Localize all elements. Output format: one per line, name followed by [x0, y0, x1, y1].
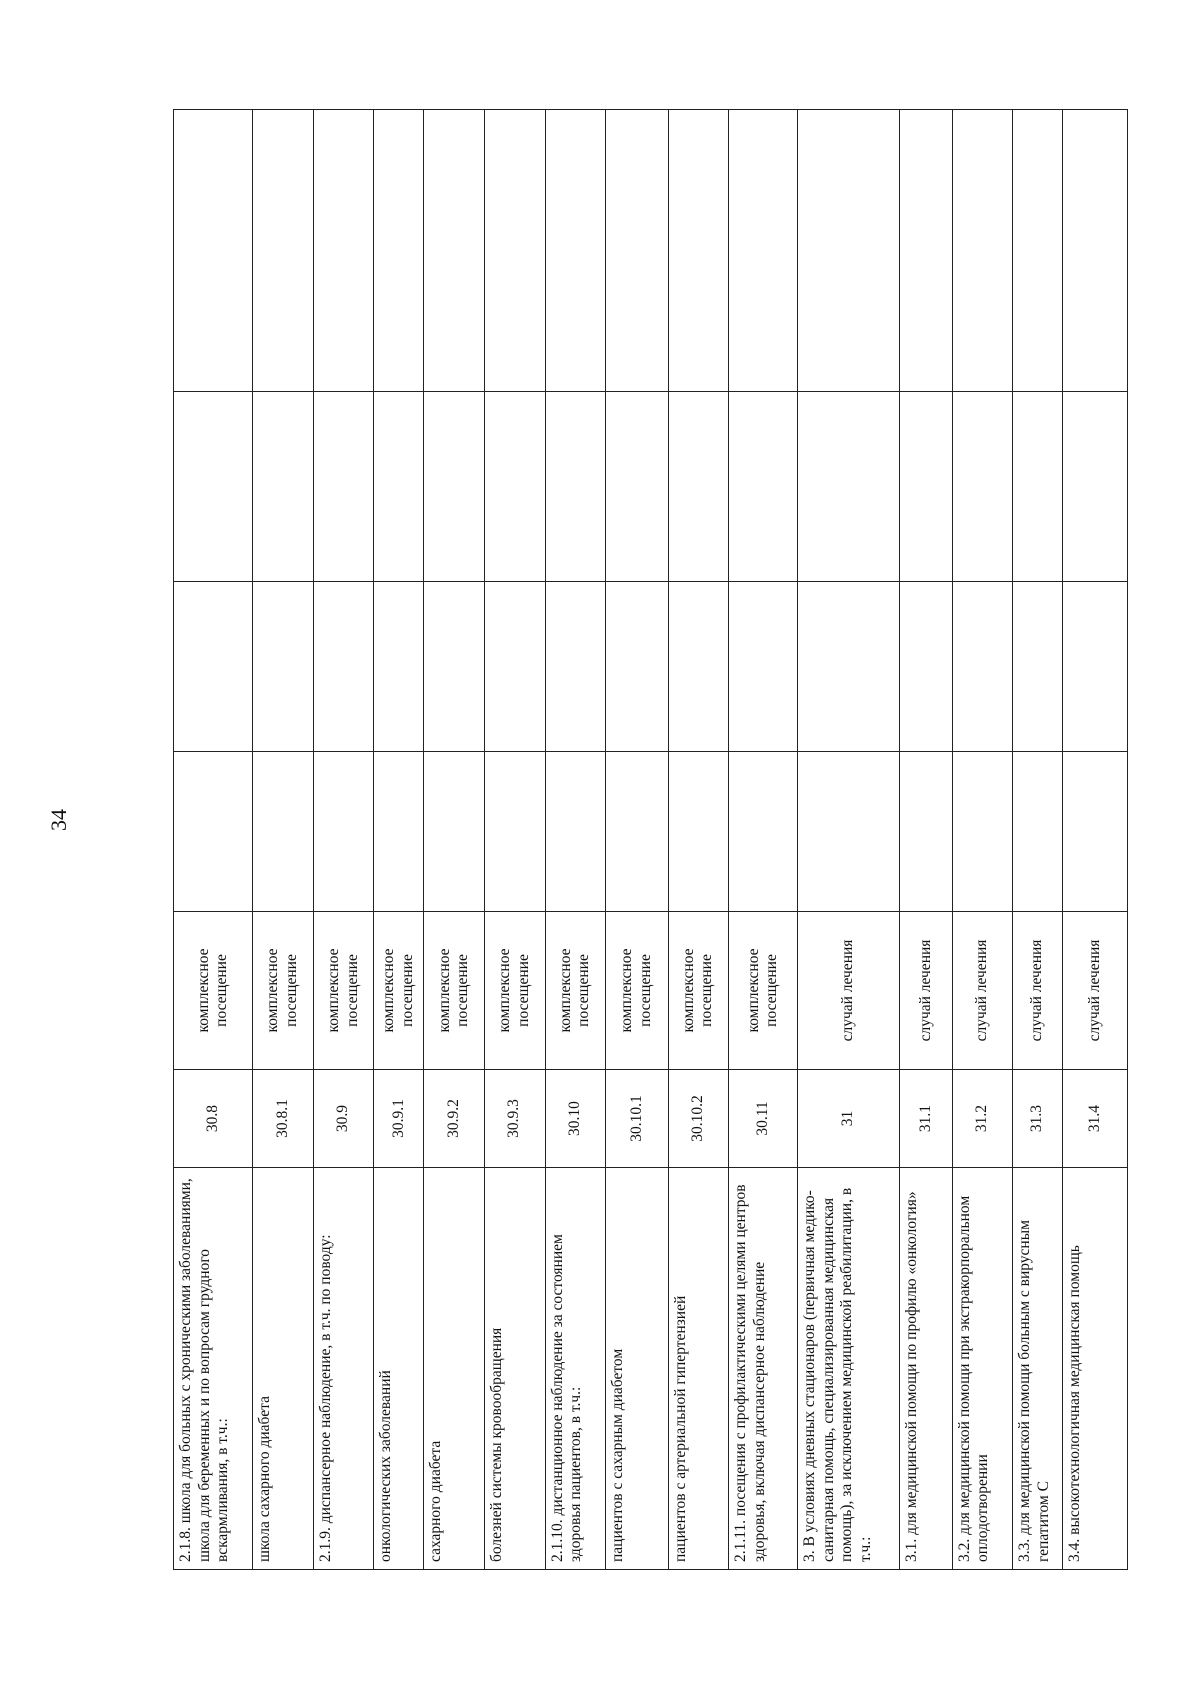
empty-value-cell	[606, 752, 669, 912]
row-name-cell: 2.1.10. дистанционное наблюдение за состоянием здоровья пациентов, в т.ч.:	[545, 1168, 606, 1570]
empty-value-cell	[1013, 752, 1063, 912]
empty-value-cell	[900, 752, 952, 912]
empty-value-cell	[174, 110, 253, 392]
empty-value-cell	[424, 752, 485, 912]
empty-value-cell	[545, 110, 606, 392]
row-code-cell: 31.4	[1063, 1070, 1128, 1168]
empty-value-cell	[900, 392, 952, 582]
row-unit-cell: случай лечения	[900, 912, 952, 1070]
row-code-cell: 30.9	[313, 1070, 374, 1168]
row-code-cell: 31	[798, 1070, 900, 1168]
row-unit-cell: комплексное посещение	[424, 912, 485, 1070]
row-unit-cell: комплексное посещение	[374, 912, 424, 1070]
empty-value-cell	[313, 110, 374, 392]
row-code-cell: 30.10.2	[668, 1070, 729, 1168]
row-unit-cell: случай лечения	[1063, 912, 1128, 1070]
table-row	[424, 110, 485, 1570]
row-code-cell: 30.8.1	[253, 1070, 314, 1168]
row-unit-cell: комплексное посещение	[545, 912, 606, 1070]
empty-value-cell	[485, 392, 546, 582]
row-code-cell: 30.10.1	[606, 1070, 669, 1168]
row-code-cell: 31.2	[952, 1070, 1013, 1168]
empty-value-cell	[668, 110, 729, 392]
empty-value-cell	[729, 110, 798, 392]
empty-value-cell	[606, 392, 669, 582]
table-row	[952, 110, 1013, 1570]
empty-value-cell	[174, 582, 253, 752]
empty-value-cell	[174, 392, 253, 582]
empty-value-cell	[374, 582, 424, 752]
empty-value-cell	[424, 392, 485, 582]
row-name-cell: 3.3. для медицинской помощи больным с вирусным гепатитом С	[1013, 1168, 1063, 1570]
empty-value-cell	[545, 582, 606, 752]
row-unit-cell: комплексное посещение	[313, 912, 374, 1070]
row-unit-cell: комплексное посещение	[253, 912, 314, 1070]
row-unit-cell: случай лечения	[952, 912, 1013, 1070]
row-name-cell: 2.1.11. посещения с профилактическими целями центров здоровья, включая диспансерное наблюдение	[729, 1168, 798, 1570]
empty-value-cell	[374, 752, 424, 912]
table-row	[900, 110, 952, 1570]
volume-table	[173, 109, 1128, 1570]
empty-value-cell	[545, 392, 606, 582]
empty-value-cell	[952, 752, 1013, 912]
table-row	[174, 110, 253, 1570]
row-name-cell: 3. В условиях дневных стационаров (первичная медико-санитарная помощь, специализированная медицинская помощь), за исключением медицинской реабилитации, в т.ч.:	[798, 1168, 900, 1570]
empty-value-cell	[1063, 582, 1128, 752]
empty-value-cell	[900, 582, 952, 752]
row-unit-cell: комплексное посещение	[606, 912, 669, 1070]
table-row	[729, 110, 798, 1570]
row-code-cell: 30.9.1	[374, 1070, 424, 1168]
empty-value-cell	[798, 110, 900, 392]
empty-value-cell	[1013, 582, 1063, 752]
row-name-cell: болезней системы кровообращения	[485, 1168, 546, 1570]
empty-value-cell	[729, 392, 798, 582]
row-name-cell: 2.1.8. школа для больных с хроническими заболеваниями, школа для беременных и по вопросам грудного вскармливания, в т.ч.:	[174, 1168, 253, 1570]
row-code-cell: 30.8	[174, 1070, 253, 1168]
empty-value-cell	[485, 582, 546, 752]
empty-value-cell	[668, 392, 729, 582]
empty-value-cell	[668, 752, 729, 912]
table-row	[253, 110, 314, 1570]
empty-value-cell	[729, 752, 798, 912]
empty-value-cell	[1063, 752, 1128, 912]
row-name-cell: пациентов с артериальной гипертензией	[668, 1168, 729, 1570]
empty-value-cell	[424, 582, 485, 752]
empty-value-cell	[1013, 110, 1063, 392]
empty-value-cell	[952, 392, 1013, 582]
row-code-cell: 31.1	[900, 1070, 952, 1168]
table-row	[545, 110, 606, 1570]
row-name-cell: школа сахарного диабета	[253, 1168, 314, 1570]
row-name-cell: пациентов с сахарным диабетом	[606, 1168, 669, 1570]
table-row	[1063, 110, 1128, 1570]
table-row	[313, 110, 374, 1570]
empty-value-cell	[729, 582, 798, 752]
row-name-cell: сахарного диабета	[424, 1168, 485, 1570]
row-code-cell: 31.3	[1013, 1070, 1063, 1168]
table-row	[1013, 110, 1063, 1570]
empty-value-cell	[313, 752, 374, 912]
empty-value-cell	[952, 110, 1013, 392]
empty-value-cell	[798, 392, 900, 582]
empty-value-cell	[545, 752, 606, 912]
empty-value-cell	[1063, 110, 1128, 392]
row-name-cell: 3.4. высокотехнологичная медицинская помощь	[1063, 1168, 1128, 1570]
empty-value-cell	[798, 582, 900, 752]
empty-value-cell	[253, 752, 314, 912]
row-unit-cell: случай лечения	[798, 912, 900, 1070]
empty-value-cell	[253, 110, 314, 392]
empty-value-cell	[1063, 392, 1128, 582]
table-row	[668, 110, 729, 1570]
empty-value-cell	[485, 110, 546, 392]
row-code-cell: 30.9.2	[424, 1070, 485, 1168]
table-row	[798, 110, 900, 1570]
row-code-cell: 30.11	[729, 1070, 798, 1168]
table-container	[173, 110, 1128, 1570]
row-name-cell: онкологических заболеваний	[374, 1168, 424, 1570]
table-row	[374, 110, 424, 1570]
empty-value-cell	[606, 110, 669, 392]
row-code-cell: 30.9.3	[485, 1070, 546, 1168]
empty-value-cell	[174, 752, 253, 912]
empty-value-cell	[253, 582, 314, 752]
row-code-cell: 30.10	[545, 1070, 606, 1168]
empty-value-cell	[668, 582, 729, 752]
row-unit-cell: комплексное посещение	[729, 912, 798, 1070]
row-name-cell: 3.1. для медицинской помощи по профилю «онкология»	[900, 1168, 952, 1570]
empty-value-cell	[606, 582, 669, 752]
empty-value-cell	[900, 110, 952, 392]
table-row	[606, 110, 669, 1570]
row-unit-cell: комплексное посещение	[485, 912, 546, 1070]
table-row	[485, 110, 546, 1570]
row-unit-cell: случай лечения	[1013, 912, 1063, 1070]
empty-value-cell	[313, 392, 374, 582]
row-name-cell: 2.1.9. диспансерное наблюдение, в т.ч. по поводу:	[313, 1168, 374, 1570]
empty-value-cell	[374, 110, 424, 392]
empty-value-cell	[424, 110, 485, 392]
empty-value-cell	[253, 392, 314, 582]
row-unit-cell: комплексное посещение	[174, 912, 253, 1070]
empty-value-cell	[313, 582, 374, 752]
row-name-cell: 3.2. для медицинской помощи при экстракорпоральном оплодотворении	[952, 1168, 1013, 1570]
empty-value-cell	[374, 392, 424, 582]
empty-value-cell	[1013, 392, 1063, 582]
page-number: 34	[46, 809, 71, 831]
row-unit-cell: комплексное посещение	[668, 912, 729, 1070]
empty-value-cell	[485, 752, 546, 912]
empty-value-cell	[798, 752, 900, 912]
empty-value-cell	[952, 582, 1013, 752]
